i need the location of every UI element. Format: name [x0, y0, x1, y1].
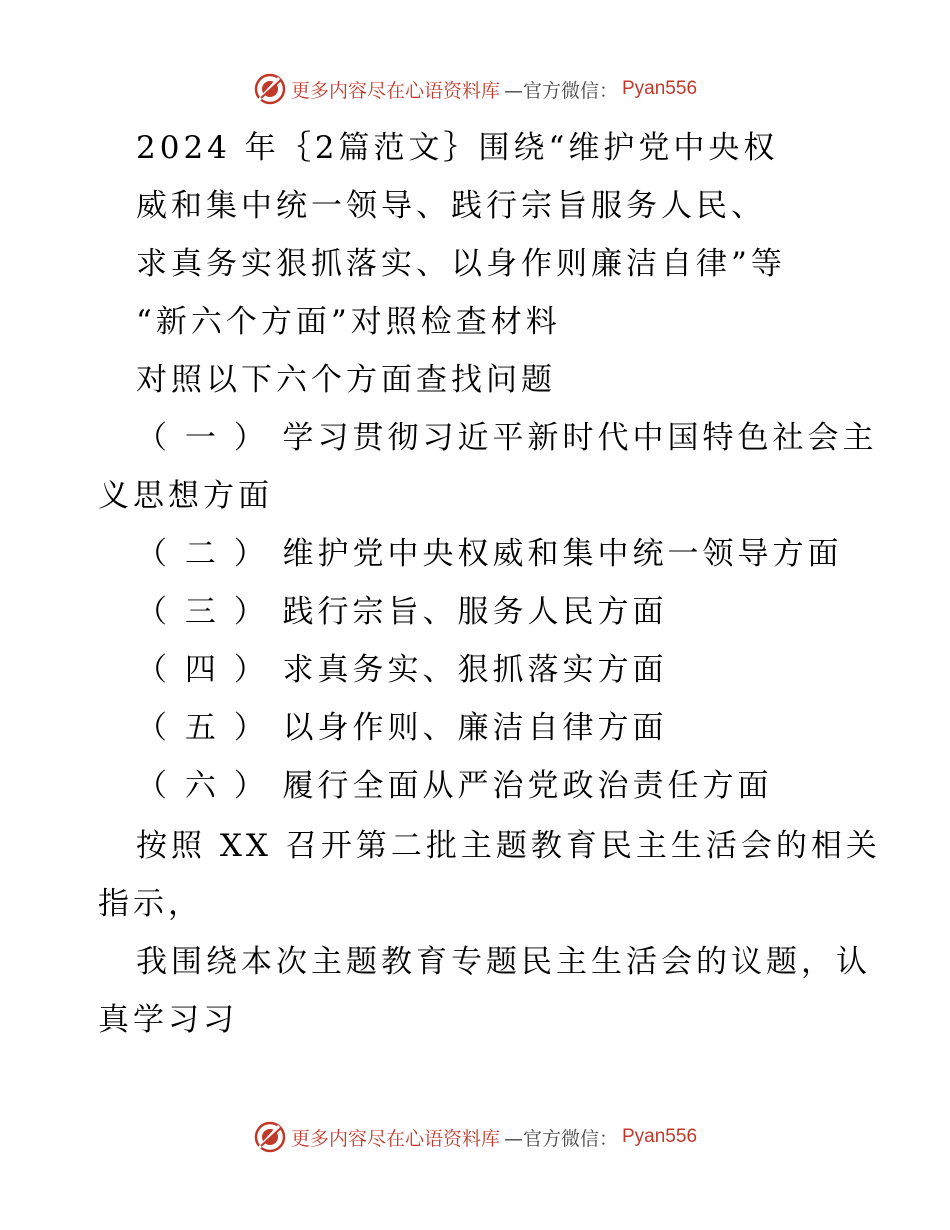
footer-banner — [0, 1120, 950, 1154]
list-item-3: （ 三 ） 践行宗旨、服务人民方面 — [136, 594, 668, 630]
paragraph-2-line-2: 真学习习 — [98, 1002, 238, 1038]
list-item-1: （ 一 ） 学习贯彻习近平新时代中国特色社会主 — [136, 420, 878, 456]
banner-site-name: 更多内容尽在心语资料库 — [290, 1127, 500, 1150]
banner-site-name: 更多内容尽在心语资料库 — [290, 79, 500, 102]
paragraph-1-line-1: 按照 XX 召开第二批主题教育民主生活会的相关 — [136, 828, 881, 864]
list-item-6: （ 六 ） 履行全面从严治党政治责任方面 — [136, 768, 773, 804]
logo-icon — [253, 1120, 287, 1154]
document-title-line-4: “新六个方面”对照检查材料 — [136, 304, 561, 340]
list-item-2: （ 二 ） 维护党中央权威和集中统一领导方面 — [136, 536, 843, 572]
list-item-5: （ 五 ） 以身作则、廉洁自律方面 — [136, 710, 668, 746]
logo-icon — [253, 72, 287, 106]
list-item-1-continued: 义思想方面 — [98, 478, 273, 514]
list-item-4: （ 四 ） 求真务实、狠抓落实方面 — [136, 652, 668, 688]
document-title-line-3: 求真务实狠抓落实、以身作则廉洁自律”等 — [136, 246, 786, 282]
paragraph-1-line-2: 指示， — [98, 886, 203, 922]
banner-wechat-label: —官方微信： — [503, 1127, 618, 1150]
intro-text: 对照以下六个方面查找问题 — [136, 362, 556, 398]
header-banner — [0, 72, 950, 106]
document-title-line-2: 威和集中统一领导、践行宗旨服务人民、 — [136, 188, 766, 224]
document-title-line-1: 2024 年｛2篇范文｝围绕“维护党中央权 — [136, 130, 779, 166]
paragraph-2-line-1: 我围绕本次主题教育专题民主生活会的议题，认 — [136, 944, 871, 980]
banner-wechat-id: Pyan556 — [622, 78, 698, 99]
banner-wechat-label: —官方微信： — [503, 79, 618, 102]
banner-wechat-id: Pyan556 — [622, 1126, 698, 1147]
